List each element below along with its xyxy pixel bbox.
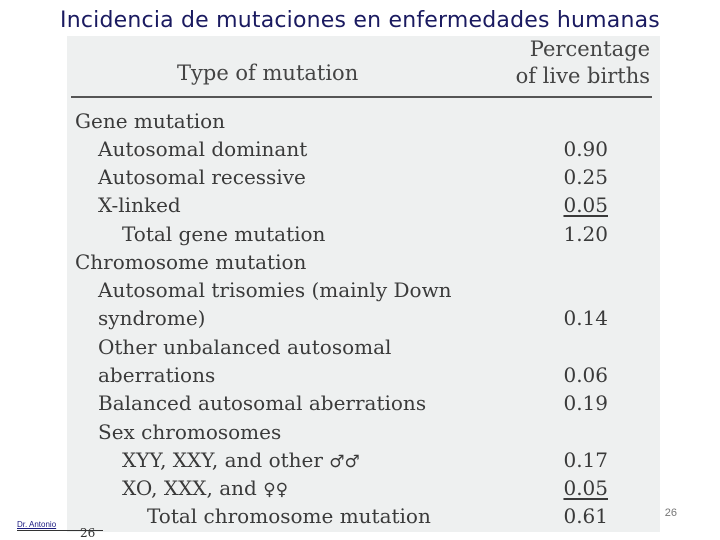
- table-row: [67, 248, 660, 276]
- row-label: X-linked: [98, 193, 181, 217]
- row-label: Autosomal trisomies (mainly Down: [98, 278, 452, 302]
- row-label: aberrations: [98, 363, 216, 387]
- column-header-percentage-line1: Percentage: [529, 37, 650, 61]
- row-label: Gene mutation: [75, 109, 226, 133]
- row-label-text: XYY, XXY, and other: [122, 448, 323, 472]
- row-label: Balanced autosomal aberrations: [98, 391, 427, 415]
- table-row: [67, 333, 660, 361]
- male-symbol-icon: ♂♂: [329, 452, 360, 472]
- row-label: [122, 446, 360, 476]
- row-value: 1.20: [563, 222, 608, 246]
- row-value: 0.05: [563, 476, 608, 500]
- table-row: [67, 418, 660, 446]
- table-row: [67, 446, 660, 474]
- row-label: Other unbalanced autosomal: [98, 335, 392, 359]
- row-value: 0.90: [563, 137, 608, 161]
- table-row: [67, 304, 660, 332]
- row-value: 0.06: [563, 363, 608, 387]
- table-row: [67, 191, 660, 219]
- column-header-percentage-line2: of live births: [515, 64, 650, 88]
- table-row: [67, 502, 660, 530]
- row-label: syndrome): [98, 306, 206, 330]
- table-row: [67, 276, 660, 304]
- row-value: 0.05: [563, 193, 608, 217]
- header-divider: [71, 96, 652, 98]
- female-symbol-icon: ♀♀: [263, 480, 289, 500]
- author-footer-link[interactable]: Dr. Antonio: [17, 520, 57, 529]
- slide-title: Incidencia de mutaciones en enfermedades humanas: [60, 8, 660, 33]
- row-label-text: XO, XXX, and: [122, 476, 257, 500]
- row-value: 0.61: [563, 504, 608, 528]
- scan-page-number: 26: [80, 526, 96, 540]
- slide-page-number: 26: [664, 507, 677, 519]
- table-row: [67, 389, 660, 417]
- row-value: 0.25: [563, 165, 608, 189]
- table-row: [67, 107, 660, 135]
- row-label: Chromosome mutation: [75, 250, 307, 274]
- row-label: Total chromosome mutation: [147, 504, 431, 528]
- row-value: 0.17: [563, 448, 608, 472]
- column-header-type: Type of mutation: [177, 61, 359, 85]
- row-label: Autosomal recessive: [98, 165, 306, 189]
- table-row: [67, 135, 660, 163]
- column-header-percentage: [516, 36, 650, 90]
- row-label: Autosomal dominant: [98, 137, 308, 161]
- table-row: [67, 163, 660, 191]
- row-value: 0.14: [563, 306, 608, 330]
- table-row: [67, 361, 660, 389]
- row-label: Total gene mutation: [122, 222, 326, 246]
- table-row: [67, 220, 660, 248]
- row-label: Sex chromosomes: [98, 420, 282, 444]
- row-value: 0.19: [563, 391, 608, 415]
- row-label: [122, 474, 288, 504]
- scanned-table-image: [67, 36, 660, 532]
- table-row: [67, 474, 660, 502]
